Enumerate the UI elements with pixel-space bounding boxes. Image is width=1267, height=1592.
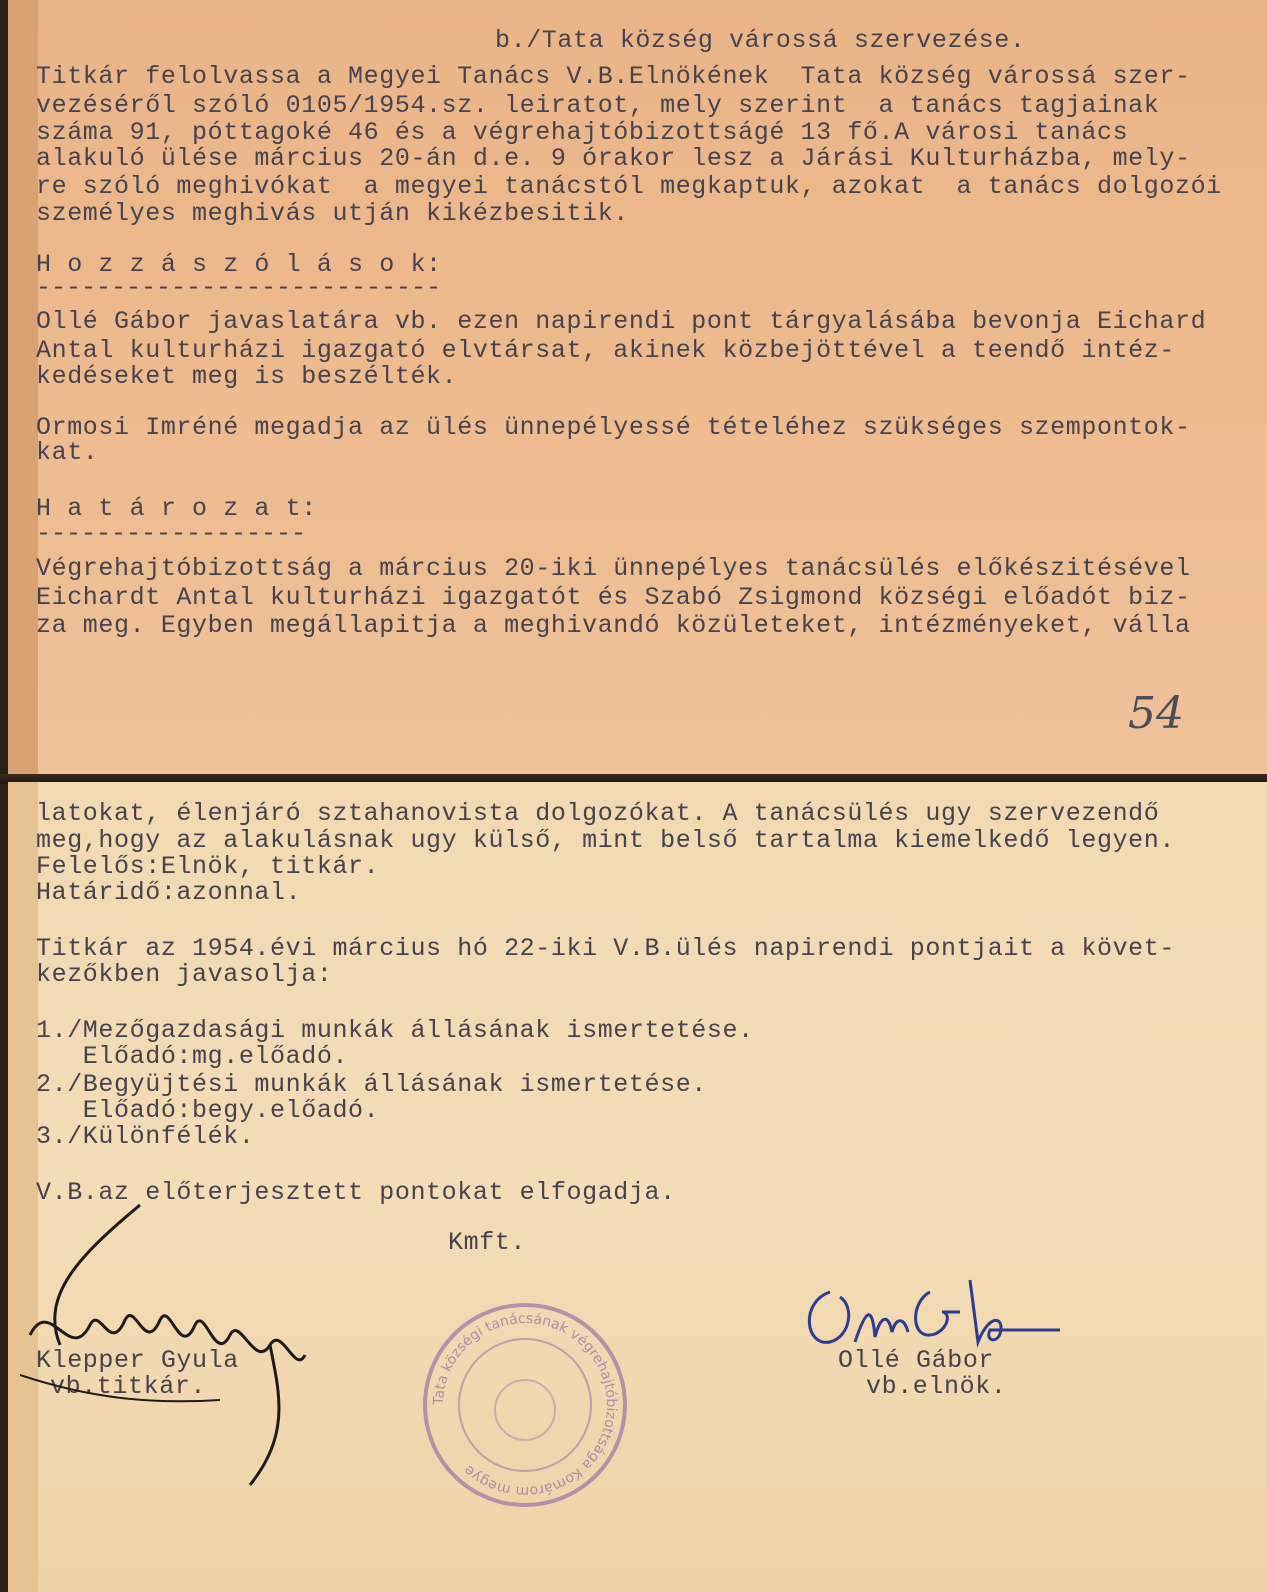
text-line: Titkár felolvassa a Megyei Tanács V.B.Elnökének Tata község várossá szer-: [36, 62, 1191, 91]
text-line: re szóló meghivókat a megyei tanácstól megkaptuk, azokat a tanács dolgozói: [36, 172, 1222, 201]
text-line: latokat, élenjáró sztahanovista dolgozókat. A tanácsülés ugy szervezendő: [36, 799, 1160, 828]
text-line: Végrehajtóbizottság a március 20-iki ünnepélyes tanácsülés előkészitésével: [36, 554, 1191, 583]
signature-left-icon: [20, 1195, 320, 1495]
text-line: Határidő:azonnal.: [36, 878, 302, 907]
text-line: Ollé Gábor javaslatára vb. ezen napirendi pont tárgyalásába bevonja Eichard: [36, 307, 1207, 336]
text-line: kat.: [36, 438, 99, 467]
svg-text:Tata községi tanácsának végreh: Tata községi tanácsának végrehajtóbizottsága Komárom megye: [430, 1310, 620, 1500]
hatarozat-heading: H a t á r o z a t:: [36, 494, 317, 523]
section-heading-tata: b./Tata község várossá szervezése.: [495, 26, 1026, 55]
agenda-item: 1./Mezőgazdasági munkák állásának ismertetése.: [36, 1016, 754, 1045]
text-line: vezéséről szóló 0105/1954.sz. leiratot, mely szerint a tanács tagjainak: [36, 91, 1160, 120]
heading-underline: ------------------: [36, 519, 307, 548]
agenda-presenter: Előadó:mg.előadó.: [36, 1042, 349, 1071]
signature-right: [800, 1272, 1070, 1377]
heading-underline: ---------------------------: [36, 273, 442, 302]
agenda-item: 3./Különfélék.: [36, 1122, 255, 1151]
kmft-label: Kmft.: [448, 1228, 527, 1257]
text-line: Eichardt Antal kulturházi igazgatót és Szabó Zsigmond községi előadót biz-: [36, 583, 1191, 612]
text-line: Antal kulturházi igazgató elvtársat, akinek közbejöttével a teendő intéz-: [36, 336, 1175, 365]
official-stamp: [420, 1300, 630, 1510]
hozzaszolasok-heading: H o z z á s z ó l á s o k:: [36, 250, 442, 279]
signature-right-icon: [800, 1272, 1070, 1375]
signature-left: [20, 1195, 320, 1500]
page-number: 54: [1128, 688, 1184, 739]
text-line: kezőkben javasolja:: [36, 960, 333, 989]
closing-line: V.B.az előterjesztett pontokat elfogadja.: [36, 1178, 676, 1207]
agenda-item: 2./Begyüjtési munkák állásának ismertetése.: [36, 1070, 707, 1099]
agenda-presenter: Előadó:begy.előadó.: [36, 1096, 380, 1125]
text-line: Ormosi Imréné megadja az ülés ünnepélyessé tételéhez szükséges szempontok-: [36, 413, 1191, 442]
stamp-icon: [420, 1300, 630, 1510]
text-line: alakuló ülése március 20-án d.e. 9 órakor lesz a Járási Kulturházba, mely-: [36, 144, 1191, 173]
text-line: személyes meghivás utján kikézbesitik.: [36, 199, 629, 228]
text-line: meg,hogy az alakulásnak ugy külső, mint belső tartalma kiemelkedő legyen.: [36, 826, 1175, 855]
signer-right-name: Ollé Gábor: [838, 1346, 995, 1375]
text-line: Felelős:Elnök, titkár.: [36, 852, 380, 881]
text-line: kedéseket meg is beszélték.: [36, 362, 458, 391]
text-line: Titkár az 1954.évi március hó 22-iki V.B.ülés napirendi pontjait a követ-: [36, 934, 1175, 963]
signer-left-title: vb.titkár.: [50, 1372, 207, 1401]
signer-left-name: Klepper Gyula: [36, 1346, 239, 1375]
text-line: száma 91, póttagoké 46 és a végrehajtóbizottságé 13 fő.A városi tanács: [36, 118, 1129, 147]
signer-right-title: vb.elnök.: [866, 1372, 1007, 1401]
text-line: za meg. Egyben megállapitja a meghivandó közületeket, intézményeket, válla: [36, 611, 1191, 640]
